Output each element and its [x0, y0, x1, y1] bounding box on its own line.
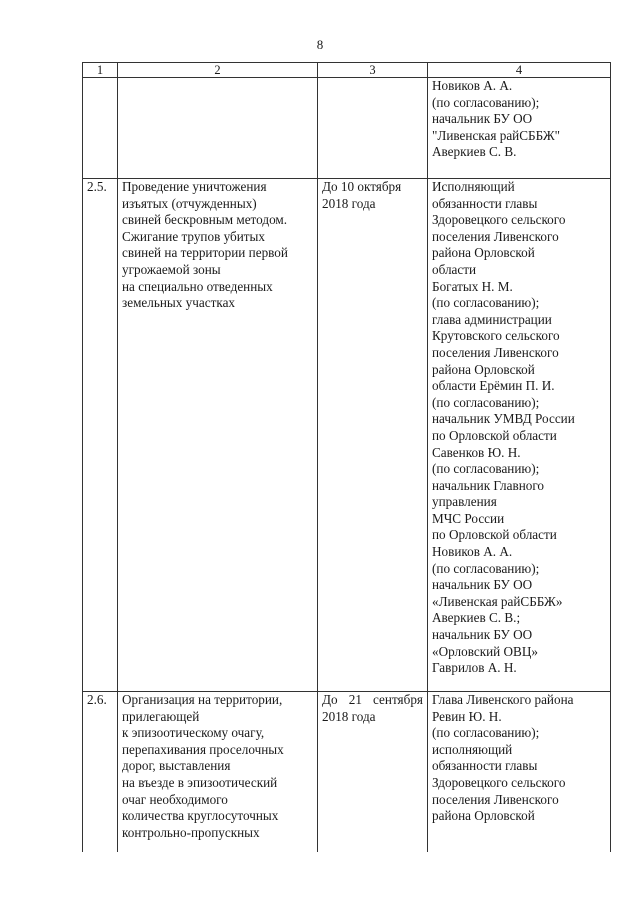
- text-line: начальник БУ ОО: [432, 577, 533, 593]
- text-line: прилегающей: [122, 708, 200, 724]
- num-cell: [83, 78, 118, 179]
- text-line: по Орловской области: [432, 427, 557, 443]
- text-line: Исполняющий: [432, 179, 515, 194]
- table-row-2-5: [83, 179, 611, 692]
- text-line: (по согласованию);: [432, 560, 540, 576]
- text-line: обязанности главы: [432, 195, 538, 211]
- text-line: перепахивания проселочных: [122, 741, 284, 757]
- text-line: контрольно-пропускных: [122, 824, 260, 840]
- text-line: Здоровецкого сельского: [432, 774, 566, 790]
- text-line: Савенков Ю. Н.: [432, 444, 521, 460]
- text-line: (по согласованию);: [432, 725, 540, 741]
- text-line: исполняющий: [432, 741, 513, 757]
- text-line: начальник БУ ОО: [432, 627, 533, 643]
- text-line: на специально отведенных: [122, 278, 273, 294]
- text-line: 2018 года: [322, 195, 376, 211]
- text-line: Проведение уничтожения: [122, 179, 267, 194]
- date-line: [322, 692, 423, 709]
- text-line: изъятых (отчужденных): [122, 195, 257, 211]
- text-line: района Орловской: [432, 245, 535, 261]
- text-line: МЧС России: [432, 510, 505, 526]
- text-line: Гаврилов А. Н.: [432, 660, 517, 676]
- text-line: Новиков А. А.: [432, 544, 513, 560]
- text-line: начальник Главного: [432, 477, 545, 493]
- action-cell: [118, 179, 318, 692]
- text-line: Аверкиев С. В.;: [432, 610, 521, 626]
- date-word: До: [322, 692, 338, 707]
- text-line: Крутовского сельского: [432, 328, 560, 344]
- text-line: количества круглосуточных: [122, 808, 279, 824]
- text-line: глава администрации: [432, 311, 552, 327]
- text-line: к эпизоотическому очагу,: [122, 725, 265, 741]
- text-line: района Орловской: [432, 361, 535, 377]
- date-cell: [318, 78, 428, 179]
- text-line: (по согласованию);: [432, 394, 540, 410]
- header-cell: 4: [428, 63, 611, 78]
- text-line: поселения Ливенского: [432, 344, 559, 360]
- num-cell: 2.6.: [83, 692, 118, 853]
- text-line: начальник БУ ОО: [432, 111, 533, 127]
- table-row-2-6: [83, 692, 611, 853]
- text-line: (по согласованию);: [432, 461, 540, 477]
- responsible-cell: [428, 692, 611, 853]
- date-word: сентября: [373, 692, 423, 707]
- num-cell: 2.5.: [83, 179, 118, 692]
- text-line: поселения Ливенского: [432, 228, 559, 244]
- text-line: Организация на территории,: [122, 692, 283, 707]
- action-cell: [118, 78, 318, 179]
- measures-table: [82, 62, 611, 852]
- header-cell: 2: [118, 63, 318, 78]
- text-line: на въезде в эпизоотический: [122, 774, 278, 790]
- text-line: обязанности главы: [432, 758, 538, 774]
- date-cell: [318, 179, 428, 692]
- responsible-cell: [428, 179, 611, 692]
- text-line: начальник УМВД России: [432, 411, 575, 427]
- text-line: управления: [432, 494, 497, 510]
- header-cell: 1: [83, 63, 118, 78]
- text-line: Сжигание трупов убитых: [122, 228, 266, 244]
- text-line: «Ливенская райСББЖ»: [432, 593, 563, 609]
- text-line: (по согласованию);: [432, 295, 540, 311]
- header-cell: 3: [318, 63, 428, 78]
- text-line: очаг необходимого: [122, 791, 228, 807]
- text-line: До 10 октября: [322, 179, 402, 194]
- page-number: 8: [316, 37, 324, 52]
- text-line: поселения Ливенского: [432, 791, 559, 807]
- date-cell: [318, 692, 428, 853]
- action-cell: [118, 692, 318, 853]
- text-line: Ревин Ю. Н.: [432, 708, 502, 724]
- text-line: (по согласованию);: [432, 94, 540, 110]
- text-line: Новиков А. А.: [432, 78, 513, 93]
- text-line: области Ерёмин П. И.: [432, 378, 555, 394]
- table-row-continuation: [83, 78, 611, 179]
- text-line: Аверкиев С. В.: [432, 144, 517, 160]
- text-line: дорог, выставления: [122, 758, 231, 774]
- text-line: свиней бескровным методом.: [122, 212, 288, 228]
- text-line: Богатых Н. М.: [432, 278, 513, 294]
- text-line: угрожаемой зоны: [122, 261, 221, 277]
- text-line: района Орловской: [432, 808, 535, 824]
- responsible-cell: [428, 78, 611, 179]
- text-line: по Орловской области: [432, 527, 557, 543]
- table-header-row: [83, 63, 611, 78]
- text-line: земельных участках: [122, 295, 236, 311]
- text-line: «Орловский ОВЦ»: [432, 643, 538, 659]
- text-line: области: [432, 261, 477, 277]
- text-line: "Ливенская райСББЖ": [432, 127, 561, 143]
- date-word: 21: [348, 692, 362, 707]
- text-line: свиней на территории первой: [122, 245, 288, 261]
- text-line: Глава Ливенского района: [432, 692, 574, 707]
- text-line: 2018 года: [322, 708, 376, 724]
- text-line: Здоровецкого сельского: [432, 212, 566, 228]
